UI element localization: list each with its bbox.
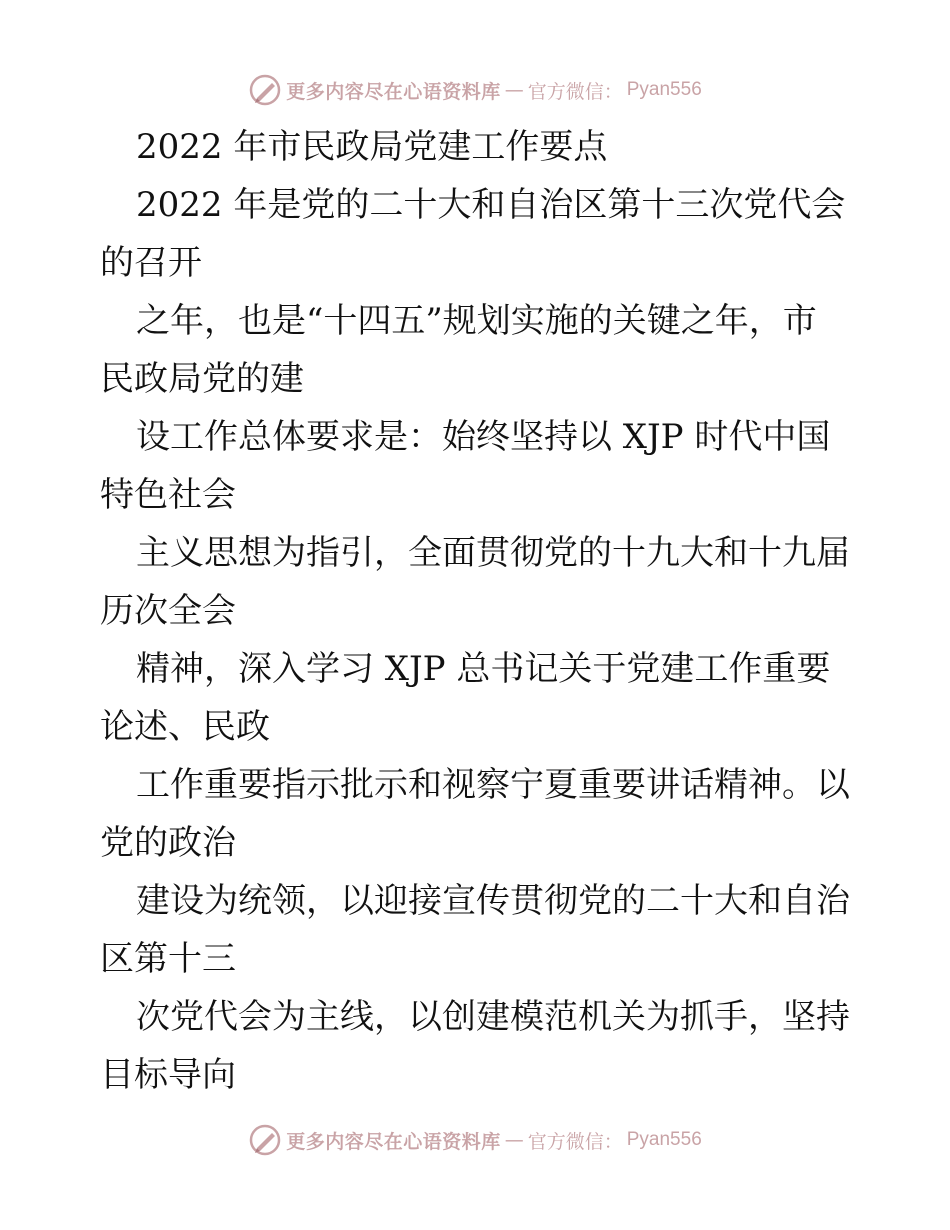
text-line: 党的政治 (100, 823, 236, 863)
text-line: 历次全会 (100, 591, 236, 631)
watermark-brand (248, 73, 702, 107)
pen-logo-icon (248, 73, 282, 107)
watermark-separator: — (504, 79, 524, 101)
pen-logo-icon (248, 1123, 282, 1157)
text-line: 次党代会为主线，以创建模范机关为抓手，坚持 (136, 997, 850, 1037)
text-line: 2022 年是党的二十大和自治区第十三次党代会 (136, 185, 846, 225)
watermark-text: 更多内容尽在心语资料库 (286, 80, 501, 103)
text-line: 精神，深入学习 XJP 总书记关于党建工作重要 (136, 649, 831, 689)
text-line: 民政局党的建 (100, 359, 304, 399)
watermark-wechat-id: Pyan556 (626, 79, 702, 100)
watermark-wechat-label: 官方微信： (527, 1130, 623, 1153)
text-line: 之年，也是“十四五”规划实施的关键之年，市 (136, 301, 817, 341)
text-line: 区第十三 (100, 939, 236, 979)
text-line: 的召开 (100, 243, 202, 283)
text-line: 目标导向 (100, 1055, 236, 1095)
footer-watermark (0, 1120, 950, 1160)
text-line: 设工作总体要求是：始终坚持以 XJP 时代中国 (136, 417, 831, 457)
text-line: 论述、民政 (100, 707, 270, 747)
watermark-brand (248, 1123, 702, 1157)
document-title: 2022 年市民政局党建工作要点 (136, 127, 608, 167)
watermark-wechat-id: Pyan556 (626, 1129, 702, 1150)
text-line: 主义思想为指引，全面贯彻党的十九大和十九届 (136, 533, 850, 573)
text-line: 特色社会 (100, 475, 236, 515)
watermark-separator: — (504, 1129, 524, 1151)
watermark-wechat-label: 官方微信： (527, 80, 623, 103)
header-watermark (0, 70, 950, 110)
watermark-text: 更多内容尽在心语资料库 (286, 1130, 501, 1153)
document-body (100, 118, 860, 1104)
text-line: 建设为统领，以迎接宣传贯彻党的二十大和自治 (136, 881, 850, 921)
text-line: 工作重要指示批示和视察宁夏重要讲话精神。以 (136, 765, 850, 805)
